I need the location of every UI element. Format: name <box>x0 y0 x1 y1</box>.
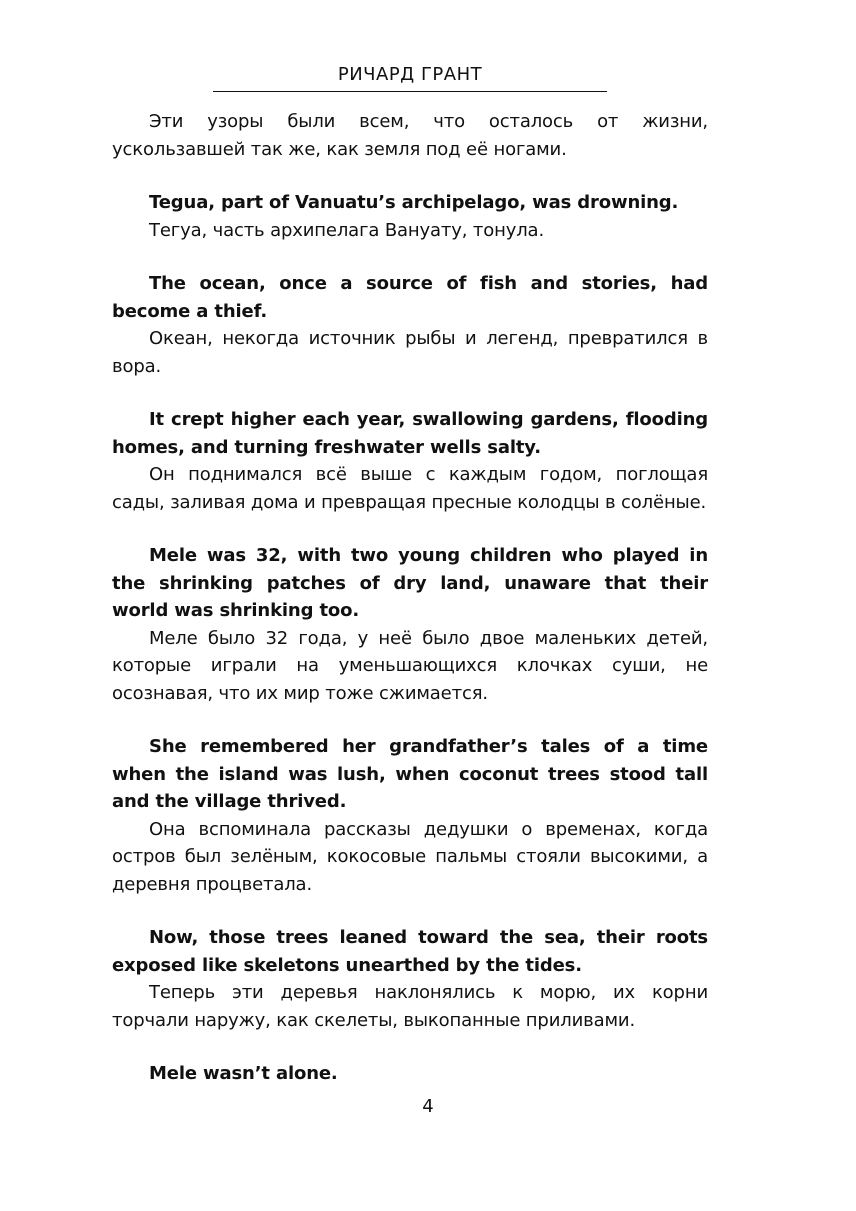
paragraph-en: Mele wasn’t alone. <box>149 1063 338 1084</box>
header-divider <box>213 91 607 92</box>
paragraph-gap <box>112 516 708 542</box>
paragraph-gap <box>112 380 708 406</box>
paragraph-ru: Меле было 32 года, у неё было двое маленьких детей, которые играли на уменьшающихся клочках суши, не осознавая, что их мир тоже сжимается. <box>112 627 708 704</box>
paragraph-en: Mele was 32, with two young children who played in the shrinking patches of dry land, unaware that their world was shrinking too. <box>112 545 708 621</box>
page-body <box>112 108 708 1088</box>
paragraph-ru: Эти узоры были всем, что осталось от жизни, ускользавшей так же, как земля под её ногами. <box>112 111 708 160</box>
paragraph-ru: Океан, некогда источник рыбы и легенд, превратился в вора. <box>112 328 708 377</box>
paragraph-gap <box>112 244 708 270</box>
paragraph-ru: Теперь эти деревья наклонялись к морю, их корни торчали наружу, как скелеты, выкопанные приливами. <box>112 982 708 1031</box>
paragraph-en: It crept higher each year, swallowing gardens, flooding homes, and turning freshwater wells salty. <box>112 409 708 458</box>
paragraph-ru: Она вспоминала рассказы дедушки о временах, когда остров был зелёным, кокосовые пальмы стояли высокими, а деревня процветала. <box>112 818 708 895</box>
paragraph-en: The ocean, once a source of fish and stories, had become a thief. <box>112 273 708 322</box>
paragraph-en: Now, those trees leaned toward the sea, their roots exposed like skeletons unearthed by the tides. <box>112 927 708 976</box>
paragraph-gap <box>112 707 708 733</box>
page-number: 4 <box>422 1096 434 1117</box>
paragraph-en: Tegua, part of Vanuatu’s archipelago, was drowning. <box>149 192 679 213</box>
paragraph-en: She remembered her grandfather’s tales of a time when the island was lush, when coconut trees stood tall and the village thrived. <box>112 736 708 812</box>
paragraph-ru: Он поднимался всё выше с каждым годом, поглощая сады, заливая дома и превращая пресные колодцы в солёные. <box>112 464 708 513</box>
paragraph-gap <box>112 898 708 924</box>
paragraph-ru: Тегуа, часть архипелага Вануату, тонула. <box>149 219 545 241</box>
paragraph-gap <box>112 163 708 189</box>
running-header: РИЧАРД ГРАНТ <box>337 64 483 85</box>
paragraph-gap <box>112 1034 708 1060</box>
